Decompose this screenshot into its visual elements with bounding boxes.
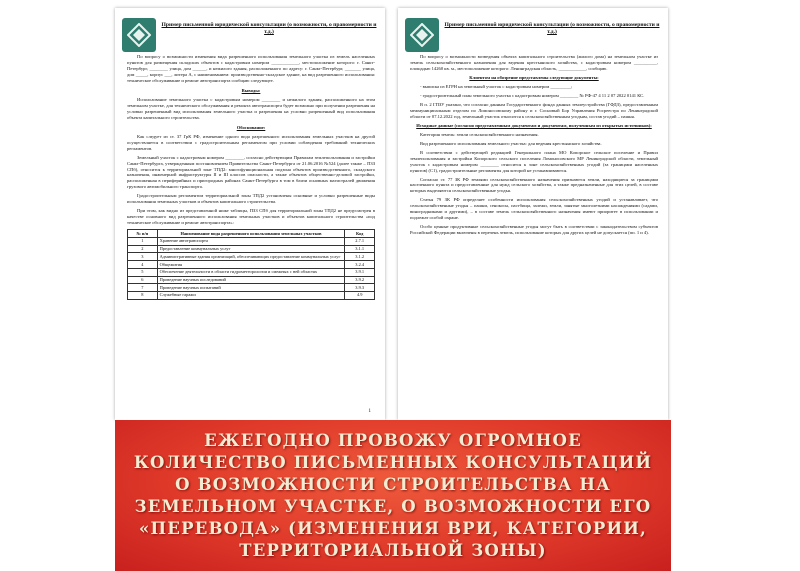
row-code: 3.9.2	[345, 276, 375, 284]
table-row	[128, 253, 375, 261]
page-number: 1	[368, 409, 371, 414]
page-header: Пример письменной юридической консультации (о возможности, о правомерности и т.д.)	[161, 22, 377, 35]
body-paragraph: При этом, как видно из представленной ниже таблицы, ПЗЗ СПб для территориальной зоны ТПД2 не предусмотрен в качестве основного вид разрешенного использования земельных участков и объектов капитального строительства «под техническое обслуживание и ремонт автотранспорта»:	[127, 208, 375, 226]
row-use-name: Обеспечение деятельности в области гидрометеорологии и смежных с ней областях	[157, 268, 345, 276]
permitted-uses-table	[127, 229, 375, 299]
row-use-name: Проведение научных испытаний	[157, 284, 345, 292]
table-row	[128, 291, 375, 299]
documents-title: Клиентом на обозрение представлены следующие документы:	[469, 74, 599, 80]
body-paragraph: Как следует из ст. 37 ГрК РФ, изменение одного вида разрешенного использования земельных участков на другой осуществляется в соответствии с градостроительным регламентом при условии соблюдения требований технических регламентов.	[127, 133, 375, 151]
table-row	[128, 284, 375, 292]
table-header-cell: Наименование вида разрешенного использования земельных участков	[157, 230, 345, 238]
table-row	[128, 268, 375, 276]
table-header-cell: № п/п	[128, 230, 158, 238]
row-number: 5	[128, 268, 158, 276]
row-use-name: Хранение автотранспорта	[157, 237, 345, 245]
banner-text: ЕЖЕГОДНО ПРОВОЖУ ОГРОМНОЕ КОЛИЧЕСТВО ПИСЬМЕННЫХ КОНСУЛЬТАЦИЙ О ВОЗМОЖНОСТИ СТРОИТЕЛЬСТВА НА ЗЕМЕЛЬНОМ УЧАСТКЕ, О ВОЗМОЖНОСТИ ЕГО «ПЕРЕВОДА» (ИЗМЕНЕНИЯ ВРИ, КАТЕГОРИИ, ТЕРРИТОРИАЛЬНОЙ ЗОНЫ)	[133, 430, 653, 560]
row-number: 1	[128, 237, 158, 245]
conclusions-paragraph: Использование земельного участка с кадастровым номером ________ и нежилого здания, расположенного на этом земельном участке, для технического обслуживания и ремонта автотранспорта будет возможно при получении разрешения на условно разрешенный вид использования земельного участка и разрешения на условно разрешенный вид использования объекта капитального строительства.	[127, 96, 375, 120]
document-page-right	[398, 8, 668, 420]
document-item: - градостроительный план земельного участка с кадастровым номером ________ № РФ-47 4 11 2 07 2022 0141 КС.	[420, 92, 645, 98]
row-number: 7	[128, 284, 158, 292]
document-page-left	[115, 8, 385, 420]
row-number: 3	[128, 253, 158, 261]
row-use-name: Административные здания организаций, обеспечивающих предоставление коммунальных услуг	[157, 253, 345, 261]
row-code: 3.9.1	[345, 268, 375, 276]
justification-title: Обоснование:	[236, 124, 266, 130]
row-use-name: Служебные гаражи	[157, 291, 345, 299]
intro-paragraph: По вопросу о возможности возведения объекта капитального строительства (жилого дома) на земельном участке из земель сельскохозяйственного назначения для ведения крестьянского хозяйства, с кадастровым номером __________, площадью 14260 кв. м., местоположение которого: Ленинградская область, ____________, сообщаю.	[410, 54, 658, 71]
page-body	[127, 54, 375, 300]
source-data-title: Исходные данные (согласно представленным документам и документам, полученным из открытых источников):	[416, 122, 652, 128]
row-use-name: Общежития	[157, 261, 345, 269]
row-number: 4	[128, 261, 158, 269]
body-paragraph: В соответствии с действующей редакцией Генерального плана МО Копорское сельское поселение и Правил землепользования и застройки Копорского сельского поселения Ломоносовского МР Ленинградской области, земельный участок с кадастровым номером ________ относится к зоне сельскохозяйственных угодий (за границами населенных пунктов) (С1), градостроительные регламенты для которой не устанавливаются.	[410, 149, 658, 173]
row-code: 3.1.1	[345, 245, 375, 253]
body-paragraph: В п. 2 ГПЗУ указано, что согласно данным Государственного фонда данных землеустройства (ГФДЗ), предоставленным межмуниципальным отделом по Ломоносовскому району и г. Сосновый Бор Управления Росреестра по Ленинградской области от 07.12.2022 год, земельный участок относится к сельскохозяйственным угодьям, состав угодий – пашня.	[410, 101, 658, 119]
row-code: 4.9	[345, 291, 375, 299]
row-use-name: Проведение научных исследований	[157, 276, 345, 284]
row-number: 2	[128, 245, 158, 253]
diamond-logo-icon	[122, 18, 156, 52]
row-use-name: Предоставление коммунальных услуг	[157, 245, 345, 253]
body-paragraph: Земельный участок с кадастровым номером ________, согласно действующим Правилам землепользования и застройки Санкт-Петербурга, утвержденным постановлением Правительства Санкт-Петербурга от 21.06.2016 №524 (далее также – ПЗЗ СПб), относится к территориальной зоне ТПД2: многофункциональная подзона объектов производственного, складского назначения, инженерной инфраструктуры II и III классов опасности, а также объектов общественно-деловой застройки, расположенная в периферийных и пригородных районах Санкт-Петербурга в том в близи основных магистралей движения грузового автомобильного транспорта.	[127, 154, 375, 190]
body-paragraph: Согласно ст. 77 ЗК РФ землями сельскохозяйственного назначения признаются земли, находящиеся за границами населенного пункта и предоставленные для нужд сельского хозяйства, а также предназначенные для этих целей, в составе которых выделяются сельскохозяйственные угодья.	[410, 176, 658, 194]
page-header: Пример письменной юридической консультации (о возможности, о правомерности и т.д.)	[444, 22, 660, 35]
table-row	[128, 245, 375, 253]
row-number: 6	[128, 276, 158, 284]
row-number: 8	[128, 291, 158, 299]
diamond-logo-icon	[405, 18, 439, 52]
body-paragraph: Особо ценные продуктивные сельскохозяйственные угодья могут быть в соответствии с законодательством субъектов Российской Федерации включены в перечень земель, использование которых для других целей не допускается (пп. 1 и 4).	[410, 224, 658, 236]
row-code: 3.9.3	[345, 284, 375, 292]
intro-paragraph: По вопросу о возможности изменения вида разрешенного использования земельного участка из земель населенных пунктов для размещения складских объектов с кадастровым номером ____________, местоположение которого: г. Санкт-Петербург, ________ улица, дом ______, и нежилого здания, расположенного по адресу: г. Санкт-Петербург, _______ улица, дом _____, корпус ___, литера А, с наименованием: производственно-складское здание, на вид разрешенного использования: техническое обслуживание и ремонт автотранспорта сообщаю следующее.	[127, 54, 375, 83]
body-paragraph: Статья 79 ЗК РФ определяет особенности использования сельскохозяйственных угодий и устанавливает, что сельскохозяйственные угодья – пашни, сенокосы, пастбища, залежи, земли, занятые многолетними насаждениями (садами, виноградниками и другими), – в составе земель сельскохозяйственного назначения имеют приоритет в использовании и подлежат особой охране.	[410, 197, 658, 221]
promo-banner	[115, 420, 671, 571]
row-code: 3.2.4	[345, 261, 375, 269]
conclusions-title: Выводы:	[241, 87, 261, 93]
page-body	[410, 54, 658, 239]
row-code: 2.7.1	[345, 237, 375, 245]
row-code: 3.1.2	[345, 253, 375, 261]
table-row	[128, 261, 375, 269]
table-header-row	[128, 230, 375, 238]
table-header-cell: Код	[345, 230, 375, 238]
body-paragraph: Категория земель: земли сельскохозяйственного назначения.	[420, 131, 539, 137]
body-paragraph: Градостроительным регламентом территориальной зоны ТПД2 установлены основные и условно разрешенные виды использования земельных участков и объектов капитального строительства.	[127, 193, 375, 205]
body-paragraph: Вид разрешенного использования земельного участка: для ведения крестьянского хозяйства.	[420, 140, 602, 146]
table-row	[128, 237, 375, 245]
table-row	[128, 276, 375, 284]
document-item: - выписка из ЕГРН на земельный участок с кадастровым номером _________;	[420, 83, 573, 89]
